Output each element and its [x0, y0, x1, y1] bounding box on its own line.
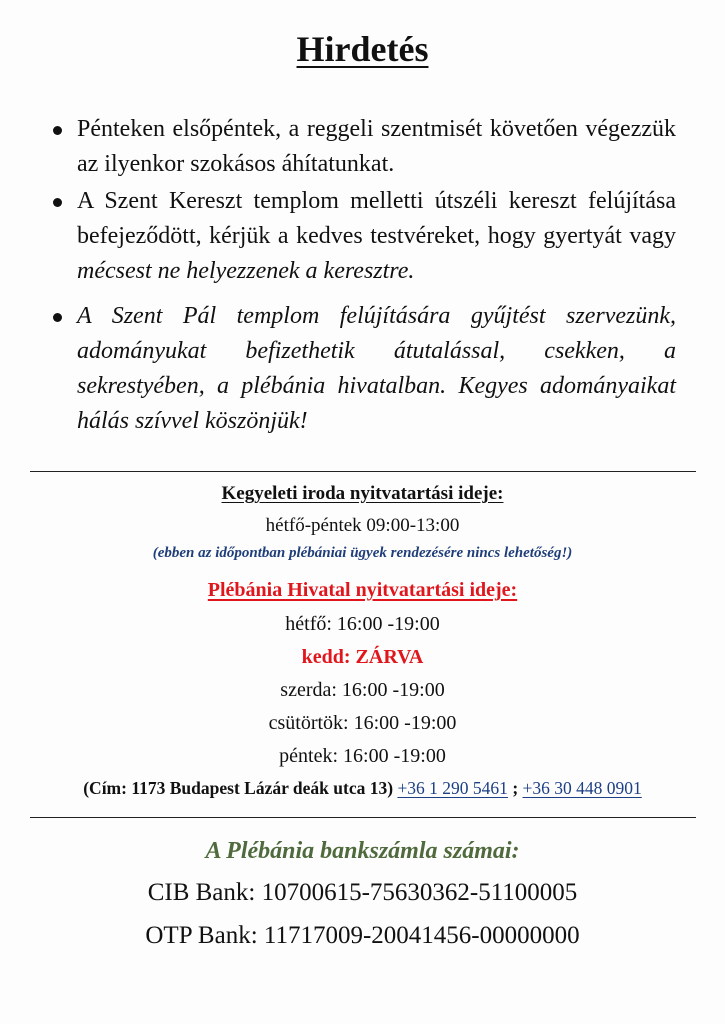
address-text: (Cím: 1173 Budapest Lázár deák utca 13) — [83, 778, 394, 798]
notice-text: A Szent Pál templom felújítására gyűjtést szervezünk, adományukat befizethetik átutalással, csekken, a sekrestyében, a plébánia hivatalban. Kegyes adományaikat hálás szívvel köszönjük! — [77, 303, 676, 434]
address-line — [0, 778, 725, 799]
page-title: Hirdetés — [296, 29, 429, 69]
notice-item-donation — [50, 299, 676, 439]
notice-list — [50, 112, 676, 439]
notice-text-italic: mécsest ne helyezzenek a keresztre. — [77, 258, 415, 284]
bank-account-cib: CIB Bank: 10700615-75630362-51100005 — [147, 879, 578, 906]
opening-day-tuesday: kedd: ZÁRVA — [301, 646, 424, 668]
office-hours-heading: Kegyeleti iroda nyitvatartási ideje: — [221, 483, 504, 504]
opening-day-wednesday: szerda: 16:00 -19:00 — [280, 679, 445, 701]
notice-item-cross-renovation — [50, 184, 676, 289]
phone-link-2[interactable]: +36 30 448 0901 — [522, 778, 642, 798]
notice-item-first-friday — [50, 112, 676, 182]
notice-text: A Szent Kereszt templom melletti útszéli kereszt felújítása befejeződött, kérjük a kedves testvéreket, hogy gyertyát vagy — [77, 188, 676, 249]
office-hours-text: hétfő-péntek 09:00-13:00 — [265, 515, 460, 536]
phone-separator: ; — [512, 778, 519, 798]
parish-office-heading: Plébánia Hivatal nyitvatartási ideje: — [207, 579, 518, 601]
opening-day-monday: hétfő: 16:00 -19:00 — [285, 613, 440, 635]
bank-account-otp: OTP Bank: 11717009-20041456-00000000 — [145, 922, 580, 949]
phone-link-1[interactable]: +36 1 290 5461 — [397, 778, 508, 798]
opening-day-friday: péntek: 16:00 -19:00 — [279, 745, 446, 767]
office-hours-note: (ebben az időpontban plébániai ügyek rendezésére nincs lehetőség!) — [152, 545, 573, 561]
divider-line — [30, 471, 696, 472]
divider-line — [30, 817, 696, 818]
notice-text: Pénteken elsőpéntek, a reggeli szentmisét követően végezzük az ilyenkor szokásos áhítatunkat. — [77, 116, 676, 177]
bank-accounts-heading: A Plébánia bankszámla számai: — [205, 838, 520, 864]
opening-day-thursday: csütörtök: 16:00 -19:00 — [268, 712, 457, 734]
